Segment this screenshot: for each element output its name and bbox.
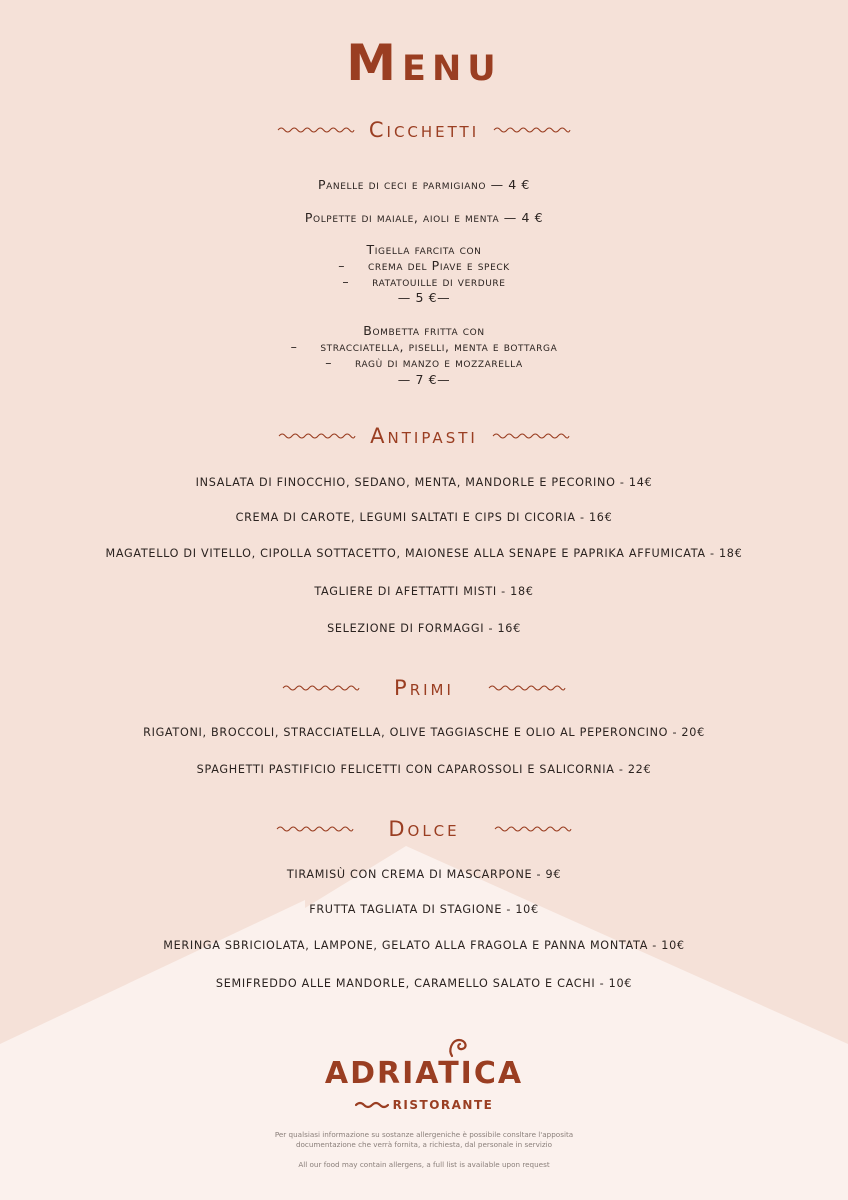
menu-item: INSALATA DI FINOCCHIO, SEDANO, MENTA, MANDORLE E PECORINO - 14€ (195, 476, 653, 489)
menu-item: TIRAMISÙ CON CREMA DI MASCARPONE - 9€ (286, 868, 562, 881)
menu-item: SEMIFREDDO ALLE MANDORLE, CARAMELLO SALATO E CACHI - 10€ (215, 977, 633, 990)
wave-divider-right (488, 683, 566, 693)
section-title-dolce: Dolce (388, 817, 460, 841)
menu-line: — 5 €— (397, 290, 451, 305)
menu-item: SELEZIONE DI FORMAGGI - 16€ (327, 622, 521, 635)
logo-swirl-icon (446, 1036, 472, 1058)
menu-line: Bombetta fritta con (363, 323, 485, 338)
section-heading-primi (0, 673, 848, 703)
logo-subtitle: RISTORANTE (392, 1098, 494, 1112)
section-title-cicchetti: Cicchetti (368, 118, 480, 142)
section-title-antipasti: Antipasti (370, 424, 478, 448)
section-title-primi: Primi (394, 676, 454, 700)
restaurant-logo (0, 1036, 848, 1116)
wave-divider-left (277, 125, 355, 135)
menu-title: Menu (346, 34, 502, 92)
menu-item: RIGATONI, BROCCOLI, STRACCIATELLA, OLIVE TAGGIASCHE E OLIO AL PEPERONCINO - 20€ (143, 726, 705, 739)
allergen-notice-en: All our food may contain allergens, a full list is available upon request (298, 1160, 550, 1169)
allergen-notice-it: Per qualsiasi informazione su sostanze allergeniche è possibile consltare l'apposita (274, 1130, 574, 1139)
menu-item: SPAGHETTI PASTIFICIO FELICETTI CON CAPAROSSOLI E SALICORNIA - 22€ (196, 763, 652, 776)
wave-divider-right (493, 125, 571, 135)
wave-divider-left (278, 431, 356, 441)
menu-item: MERINGA SBRICIOLATA, LAMPONE, GELATO ALLA FRAGOLA E PANNA MONTATA - 10€ (163, 939, 685, 952)
menu-item: MAGATELLO DI VITELLO, CIPOLLA SOTTACETTO, MAIONESE ALLA SENAPE E PAPRIKA AFFUMICATA - 18€ (105, 547, 743, 560)
menu-line: — 7 €— (397, 372, 451, 387)
section-heading-antipasti (0, 421, 848, 451)
menu-line: Panelle di ceci e parmigiano — 4 € (318, 177, 530, 192)
wave-divider-right (494, 824, 572, 834)
logo-wordmark: ADRIATICA (324, 1056, 524, 1091)
menu-line: – ragù di manzo e mozzarella (325, 355, 523, 370)
section-heading-dolce (0, 814, 848, 844)
menu-line: Tigella farcita con (366, 242, 482, 257)
menu-item: CREMA DI CAROTE, LEGUMI SALTATI E CIPS DI CICORIA - 16€ (235, 511, 613, 524)
menu-item: TAGLIERE DI AFETTATTI MISTI - 18€ (314, 585, 534, 598)
logo-wave-icon (355, 1101, 389, 1109)
wave-divider-left (276, 824, 354, 834)
menu-line: Polpette di maiale, aioli e menta — 4 € (304, 210, 544, 225)
menu-item: FRUTTA TAGLIATA DI STAGIONE - 10€ (309, 903, 539, 916)
menu-line: – ratatouille di verdure (342, 274, 506, 289)
wave-divider-left (282, 683, 360, 693)
section-heading-cicchetti (0, 115, 848, 145)
allergen-notice-it: documentazione che verrà fornita, a richiesta, dal personale in servizio (295, 1140, 553, 1149)
wave-divider-right (492, 431, 570, 441)
menu-line: – stracciatella, piselli, menta e bottarga (290, 339, 558, 354)
logo-subtitle-row (0, 1098, 848, 1112)
menu-line: – crema del Piave e speck (338, 258, 510, 273)
